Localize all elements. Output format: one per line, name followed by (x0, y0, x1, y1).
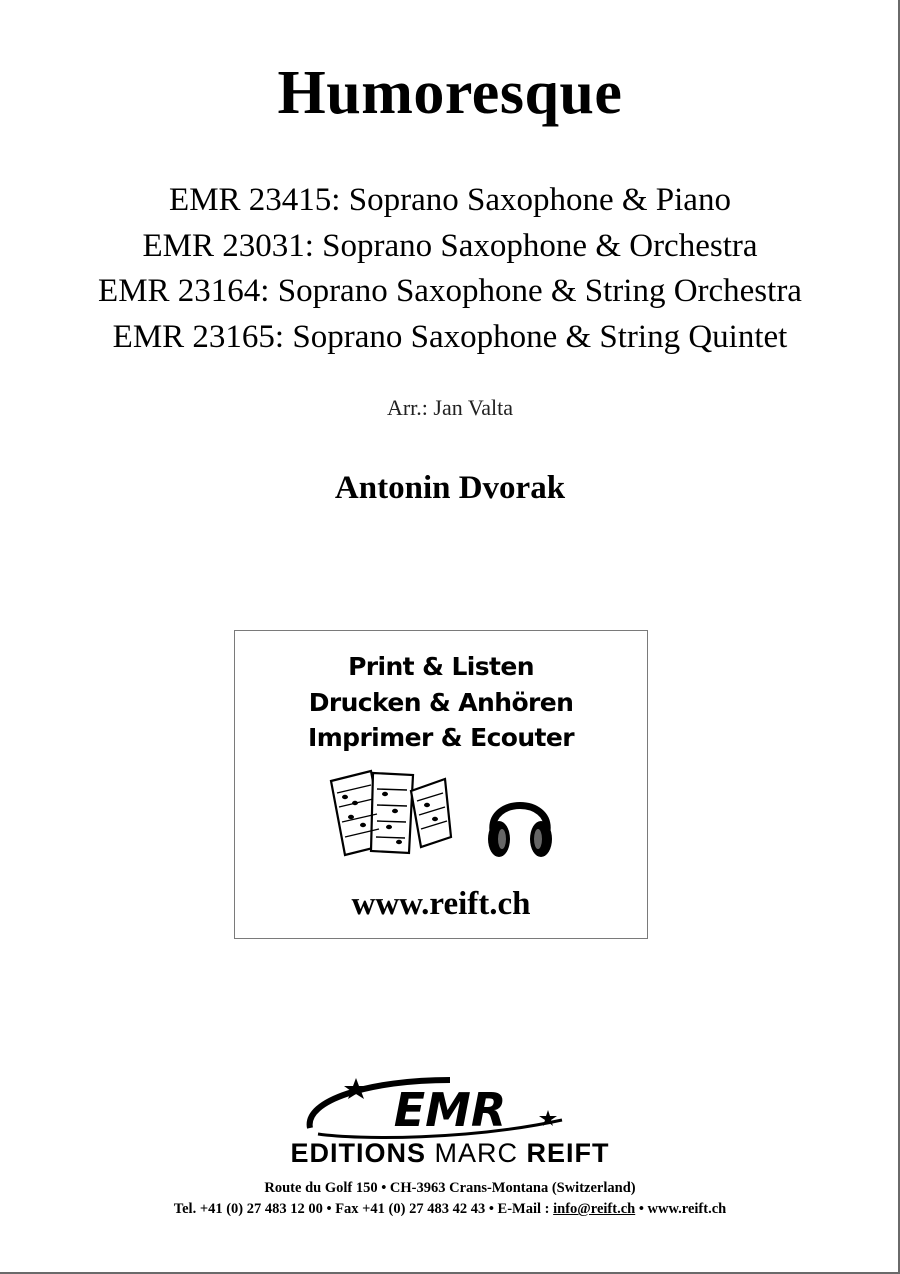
promo-url[interactable]: www.reift.ch (351, 886, 531, 922)
promo-line: Imprimer & Ecouter (308, 723, 574, 752)
sheet-music-icon (327, 767, 453, 859)
promo-line: Drucken & Anhören (308, 687, 574, 717)
publisher-part: MARC (434, 1138, 518, 1168)
edition-item: EMR 23031: Soprano Saxophone & Orchestra (142, 227, 758, 264)
contact-website[interactable]: • www.reift.ch (635, 1201, 727, 1217)
publisher-part: REIFT (526, 1138, 610, 1168)
contact-phone-fax: Tel. +41 (0) 27 483 12 00 • Fax +41 (0) 27 483 42 43 • E-Mail : (173, 1201, 554, 1217)
composer: Antonin Dvorak (334, 470, 566, 506)
address: Route du Golf 150 • CH-3963 Crans-Montana (Switzerland) (264, 1180, 636, 1196)
publisher-name (0, 1138, 900, 1169)
edition-item: EMR 23164: Soprano Saxophone & String Orchestra (98, 273, 802, 309)
promo-text (235, 649, 647, 756)
page-title: Humoresque (277, 59, 623, 127)
headphones-icon (485, 783, 555, 861)
edition-item: EMR 23415: Soprano Saxophone & Piano (169, 182, 731, 218)
print-listen-box[interactable] (234, 630, 648, 939)
edition-item: EMR 23165: Soprano Saxophone & String Quintet (112, 318, 788, 355)
contact-line (0, 1201, 900, 1218)
promo-line: Print & Listen (348, 652, 534, 681)
arranger: Arr.: Jan Valta (386, 395, 514, 420)
email-link[interactable]: info@reift.ch (553, 1201, 636, 1217)
publisher-part: EDITIONS (290, 1138, 426, 1168)
logo-mark: EMR (393, 1083, 507, 1137)
edition-list (0, 178, 900, 360)
